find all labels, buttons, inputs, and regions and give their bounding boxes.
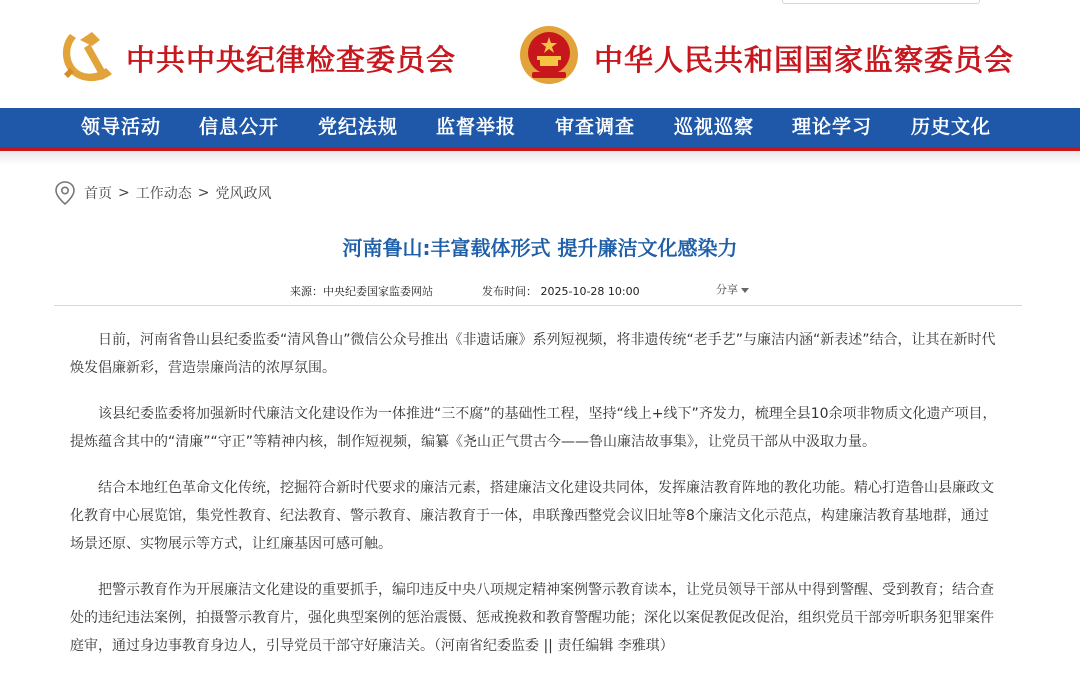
nav-item-leadership[interactable]: 领导活动 [81, 116, 162, 138]
chevron-down-icon [741, 288, 749, 293]
article-publish-time: 发布时间： 2025-10-28 10:00 [482, 285, 640, 298]
breadcrumb-party-conduct[interactable]: 党风政风 [215, 186, 272, 202]
main-nav [0, 108, 1080, 151]
nav-item-report[interactable]: 监督举报 [436, 116, 517, 138]
article-paragraph: 该县纪委监委将加强新时代廉洁文化建设作为一体推进“三不腐”的基础性工程，坚持“线上+线下”齐发力，梳理全县10余项非物质文化遗产项目，提炼蕴含其中的“清廉”“守正”等精神内核，制作短视频，编纂《尧山正气贯古今——鲁山廉洁故事集》，让党员干部从中汲取力量。 [70, 406, 997, 450]
site-title-nsc: 中华人民共和国国家监察委员会 [594, 43, 1015, 77]
nav-item-investigation[interactable]: 审查调查 [555, 116, 636, 138]
share-label: 分享 [716, 283, 738, 296]
party-emblem-icon [56, 24, 118, 86]
article-body [70, 326, 1002, 678]
breadcrumb-separator: > [118, 185, 130, 201]
search-box[interactable] [782, 0, 980, 4]
article-title: 河南鲁山:丰富载体形式 提升廉洁文化感染力 [342, 236, 738, 260]
nav-item-disclosure[interactable]: 信息公开 [199, 116, 280, 138]
national-emblem-icon [518, 24, 580, 86]
breadcrumb [54, 180, 271, 206]
breadcrumb-work-news[interactable]: 工作动态 [135, 186, 192, 202]
breadcrumb-separator: > [197, 185, 210, 201]
share-button[interactable] [716, 281, 749, 297]
article-source: 来源：中央纪委国家监委网站 [290, 285, 433, 298]
site-header [0, 0, 1080, 108]
divider [54, 305, 1022, 306]
nav-item-history[interactable]: 历史文化 [911, 116, 992, 138]
site-title-cpc: 中共中央纪律检查委员会 [126, 43, 457, 77]
nav-shadow [0, 151, 1080, 165]
nav-item-theory[interactable]: 理论学习 [792, 116, 873, 138]
article-paragraph: 日前，河南省鲁山县纪委监委“清风鲁山”微信公众号推出《非遗话廉》系列短视频，将非遗传统“老手艺”与廉洁内涵“新表述”结合，让其在新时代焕发倡廉新彩，营造崇廉尚洁的浓厚氛围。 [70, 332, 996, 376]
breadcrumb-home[interactable]: 首页 [84, 186, 112, 202]
nav-item-regulations[interactable]: 党纪法规 [318, 116, 399, 138]
article-paragraph: 把警示教育作为开展廉洁文化建设的重要抓手，编印违反中央八项规定精神案例警示教育读本，让党员领导干部从中得到警醒、受到教育；结合查处的违纪违法案例，拍摄警示教育片，强化典型案例的惩治震慑、惩戒挽救和教育警醒功能；深化以案促教促改促治，组织党员干部旁听职务犯罪案件庭审，通过身边事教育身边人，引导党员干部守好廉洁关。（河南省纪委监委 || 责任编辑 李雅琪） [70, 582, 994, 654]
location-pin-icon [54, 180, 76, 206]
article-paragraph: 结合本地红色革命文化传统，挖掘符合新时代要求的廉洁元素，搭建廉洁文化建设共同体，发挥廉洁教育阵地的教化功能。精心打造鲁山县廉政文化教育中心展览馆，集党性教育、纪法教育、警示教育、廉洁教育于一体，串联豫西整党会议旧址等8个廉洁文化示范点，构建廉洁教育基地群，通过场景还原、实物展示等方式，让红廉基因可感可触。 [70, 480, 994, 552]
nav-item-inspection[interactable]: 巡视巡察 [674, 116, 755, 138]
